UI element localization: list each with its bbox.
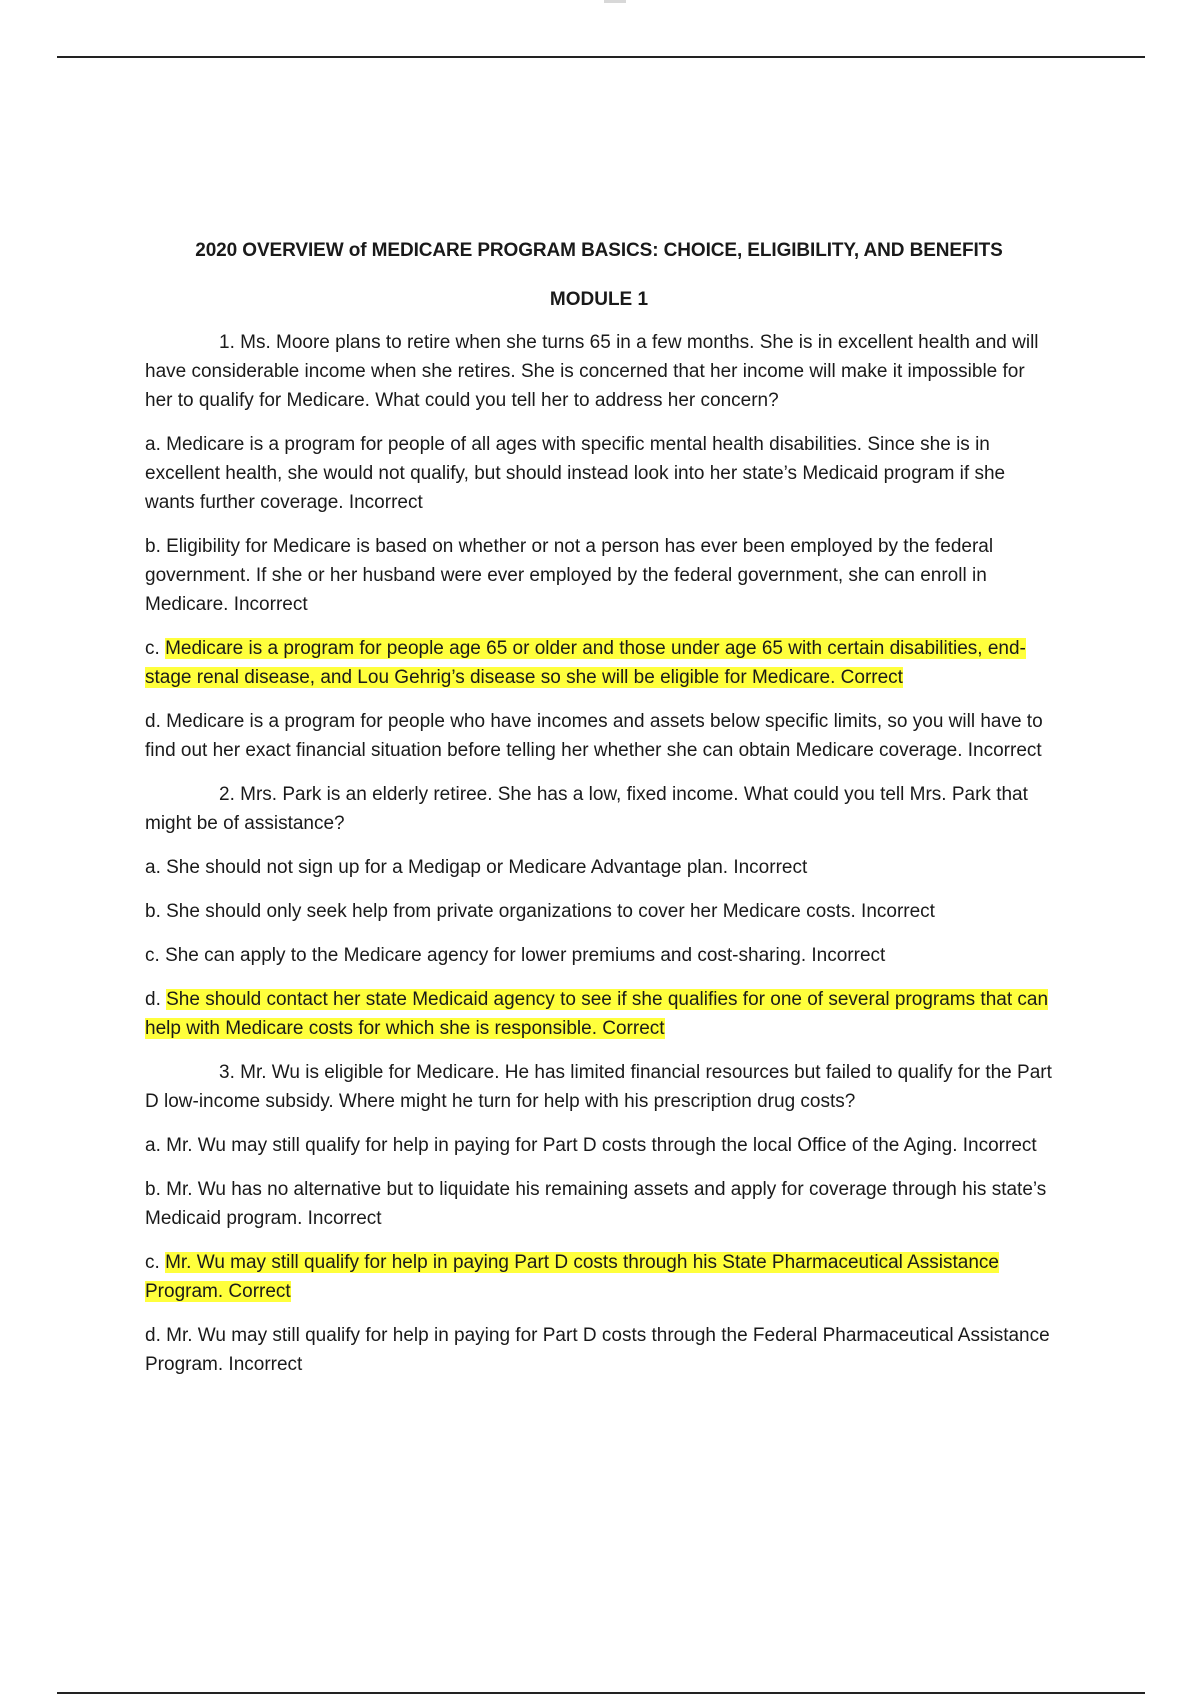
answer-text: Medicare is a program for people of all ages with specific mental health disabilities. Since she is in excellent health, she would not qualify, but should instead look into her state’s Medicaid program if she wants further coverage. Incorrect bbox=[145, 434, 1006, 513]
header-rule bbox=[57, 56, 1145, 58]
answer-letter: a. bbox=[145, 857, 167, 878]
answer-letter: d. bbox=[145, 711, 167, 732]
answer-letter: c. bbox=[145, 638, 166, 659]
answer-1a bbox=[145, 430, 1053, 517]
answer-1d bbox=[145, 707, 1053, 765]
answer-letter: c. bbox=[145, 1252, 166, 1273]
answer-text: She can apply to the Medicare agency for lower premiums and cost-sharing. Incorrect bbox=[165, 945, 886, 966]
question-2: 2. Mrs. Park is an elderly retiree. She has a low, fixed income. What could you tell Mrs. Park that might be of assistance? bbox=[145, 784, 1028, 834]
module-heading: MODULE 1 bbox=[549, 289, 649, 310]
answer-3c-correct bbox=[145, 1248, 1053, 1306]
document-body bbox=[145, 236, 1053, 1394]
answer-3b bbox=[145, 1175, 1053, 1233]
answer-text: She should only seek help from private organizations to cover her Medicare costs. Incorrect bbox=[166, 901, 935, 922]
answer-text: She should not sign up for a Medigap or Medicare Advantage plan. Incorrect bbox=[166, 857, 808, 878]
question-3: 3. Mr. Wu is eligible for Medicare. He has limited financial resources but failed to qualify for the Part D low-income subsidy. Where might he turn for help with his prescription drug costs? bbox=[145, 1062, 1052, 1112]
answer-1c-correct bbox=[145, 634, 1053, 692]
document-title: 2020 OVERVIEW of MEDICARE PROGRAM BASICS: CHOICE, ELIGIBILITY, AND BENEFITS bbox=[195, 240, 1003, 261]
answer-letter: d. bbox=[145, 989, 167, 1010]
answer-2c bbox=[145, 941, 1053, 970]
answer-text: Eligibility for Medicare is based on whether or not a person has ever been employed by the federal government. If she or her husband were ever employed by the federal government, she can enroll in Medicare. Incorrect bbox=[145, 536, 994, 615]
answer-2a bbox=[145, 853, 1053, 882]
question-1: 1. Ms. Moore plans to retire when she turns 65 in a few months. She is in excellent health and will have considerable income when she retires. She is concerned that her income will make it impossible for her to qualify for Medicare. What could you tell her to address her concern? bbox=[145, 332, 1039, 411]
answer-letter: d. bbox=[145, 1325, 167, 1346]
answer-letter: a. bbox=[145, 434, 167, 455]
page-top-mark bbox=[604, 0, 626, 3]
highlighted-correct-answer: Mr. Wu may still qualify for help in paying Part D costs through his State Pharmaceutical Assistance Program. Correct bbox=[145, 1252, 999, 1302]
footer-rule bbox=[57, 1692, 1145, 1694]
answer-letter: a. bbox=[145, 1135, 167, 1156]
answer-letter: b. bbox=[145, 536, 167, 557]
highlighted-correct-answer: She should contact her state Medicaid agency to see if she qualifies for one of several programs that can help with Medicare costs for which she is responsible. Correct bbox=[145, 989, 1049, 1039]
answer-letter: b. bbox=[145, 901, 167, 922]
answer-text: Mr. Wu has no alternative but to liquidate his remaining assets and apply for coverage through his state’s Medicaid program. Incorrect bbox=[145, 1179, 1047, 1229]
answer-2b bbox=[145, 897, 1053, 926]
answer-text: Mr. Wu may still qualify for help in paying for Part D costs through the local Office of the Aging. Incorrect bbox=[166, 1135, 1037, 1156]
answer-1b bbox=[145, 532, 1053, 619]
highlighted-correct-answer: Medicare is a program for people age 65 or older and those under age 65 with certain disabilities, end- stage renal disease, and Lou Gehrig’s disease so she will be eligible for Medicare. Correct bbox=[145, 638, 1026, 688]
answer-3d bbox=[145, 1321, 1053, 1379]
answer-letter: b. bbox=[145, 1179, 167, 1200]
answer-text: Medicare is a program for people who have incomes and assets below specific limits, so you will have to find out her exact financial situation before telling her whether she can obtain Medicare coverage. Incorrect bbox=[145, 711, 1043, 761]
answer-letter: c. bbox=[145, 945, 166, 966]
answer-3a bbox=[145, 1131, 1053, 1160]
answer-2d-correct bbox=[145, 985, 1053, 1043]
answer-text: Mr. Wu may still qualify for help in paying for Part D costs through the Federal Pharmaceutical Assistance Program. Incorrect bbox=[145, 1325, 1050, 1375]
